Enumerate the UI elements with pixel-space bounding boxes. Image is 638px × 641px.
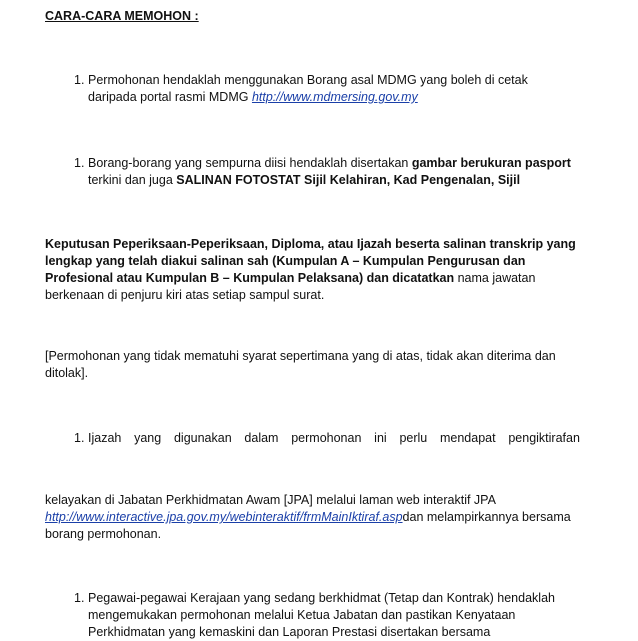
para2-line1: [Permohonan yang tidak mematuhi syarat sepertimana yang di atas, tidak akan diterima dan xyxy=(45,349,556,363)
item3-word: permohonan xyxy=(291,431,362,445)
item3-line1 xyxy=(88,430,580,447)
para3-line2 xyxy=(45,509,571,526)
item2-line2-bold: SALINAN FOTOSTAT Sijil Kelahiran, Kad Pengenalan, Sijil xyxy=(176,173,521,187)
mdmg-portal-link[interactable]: http://www.mdmersing.gov.my xyxy=(251,90,418,104)
item2-line1-text: Borang-borang yang sempurna diisi hendaklah disertakan xyxy=(88,156,412,170)
para2-line2: ditolak]. xyxy=(45,366,89,380)
para1-line3-bold: Profesional atau Kumpulan B – Kumpulan Pelaksana) dan dicatatkan xyxy=(45,271,455,285)
list-number: 1. xyxy=(74,156,85,170)
para1-line3-text: nama jawatan xyxy=(454,271,536,285)
item4-line3: Perkhidmatan yang kemaskini dan Laporan Prestasi disertakan bersama xyxy=(88,625,491,639)
item1-line2 xyxy=(88,89,418,106)
list-number: 1. xyxy=(74,591,85,605)
item3-word: mendapat xyxy=(439,431,496,445)
item3-word: yang xyxy=(134,431,162,445)
item1-line2-text: daripada portal rasmi MDMG xyxy=(88,90,252,104)
item2-line1 xyxy=(88,155,571,172)
jpa-iktiraf-link[interactable]: http://www.interactive.jpa.gov.my/webinteraktif/frmMainIktiraf.asp xyxy=(45,510,403,524)
item4-line2: mengemukakan permohonan melalui Ketua Jabatan dan pastikan Kenyataan xyxy=(88,608,516,622)
item4-line1: Pegawai-pegawai Kerajaan yang sedang berkhidmat (Tetap dan Kontrak) hendaklah xyxy=(88,591,555,605)
item3-word: digunakan xyxy=(173,431,232,445)
item1-line1: Permohonan hendaklah menggunakan Borang asal MDMG yang boleh di cetak xyxy=(88,73,528,87)
item3-word: dalam xyxy=(244,431,279,445)
para1-line2: lengkap yang telah diakui salinan sah (Kumpulan A – Kumpulan Pengurusan dan xyxy=(45,254,526,268)
item3-word: perlu xyxy=(399,431,428,445)
item2-line1-bold: gambar berukuran pasport xyxy=(411,156,571,170)
item2-line2-text: terkini dan juga xyxy=(88,173,177,187)
page-heading: CARA-CARA MEMOHON : xyxy=(45,9,199,23)
para1-line1: Keputusan Peperiksaan-Peperiksaan, Diploma, atau Ijazah beserta salinan transkrip yang xyxy=(45,237,576,251)
para1-line3 xyxy=(45,270,535,287)
list-number: 1. xyxy=(74,431,85,445)
list-number: 1. xyxy=(74,73,85,87)
para1-line4: berkenaan di penjuru kiri atas setiap sampul surat. xyxy=(45,288,325,302)
para3-line3: borang permohonan. xyxy=(45,527,162,541)
para3-line2-after: dan melampirkannya bersama xyxy=(402,510,571,524)
item2-line2 xyxy=(88,172,520,189)
para3-line1: kelayakan di Jabatan Perkhidmatan Awam [JPA] melalui laman web interaktif JPA xyxy=(45,493,496,507)
item3-word: ini xyxy=(374,431,387,445)
item3-word: Ijazah xyxy=(88,431,122,445)
item3-word: pengiktirafan xyxy=(508,431,580,445)
